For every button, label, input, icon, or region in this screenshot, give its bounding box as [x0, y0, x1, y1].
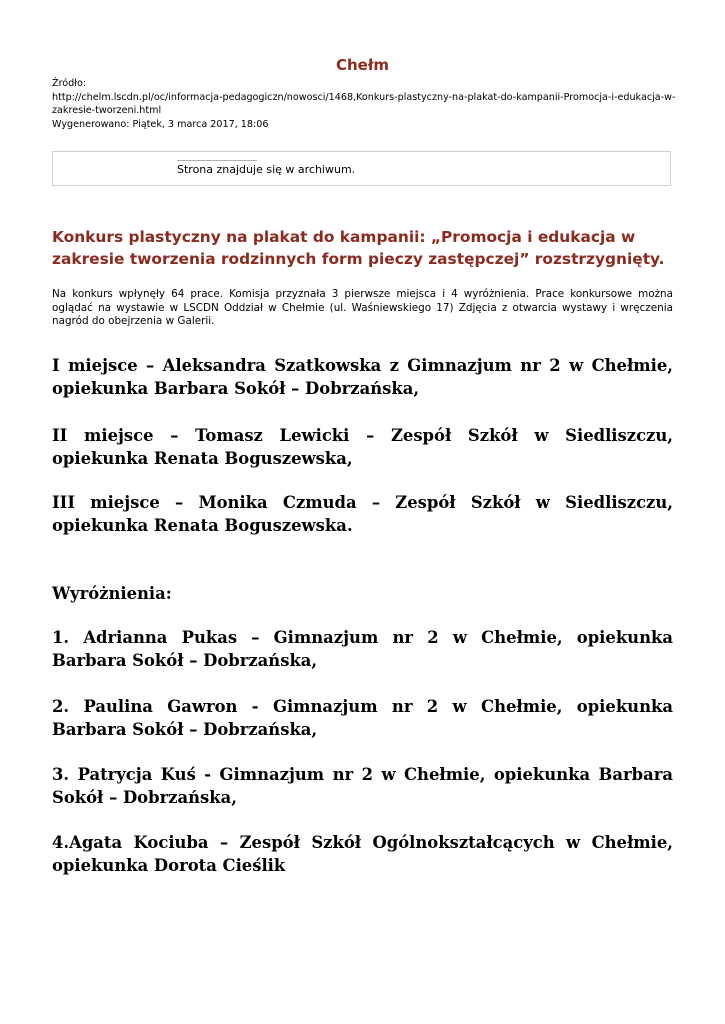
place-third: III miejsce – Monika Czmuda – Zespół Szkół w Siedliszczu, opiekunka Renata Boguszewska. [52, 493, 673, 535]
distinctions-heading: Wyróżnienia: [52, 584, 172, 603]
document-meta [52, 77, 677, 131]
place-second: II miejsce – Tomasz Lewicki – Zespół Szkół w Siedliszczu, opiekunka Renata Boguszewska, [52, 426, 673, 468]
distinction-4: 4.Agata Kociuba – Zespół Szkół Ogólnokształcących w Chełmie, opiekunka Dorota Cieślik [52, 833, 673, 875]
place-first: I miejsce – Aleksandra Szatkowska z Gimnazjum nr 2 w Chełmie, opiekunka Barbara Sokół – Dobrzańska, [52, 356, 673, 398]
site-title: Chełm [335, 56, 390, 74]
article-intro: Na konkurs wpłynęły 64 prace. Komisja przyznała 3 pierwsze miejsca i 4 wyróżnienia. Prace konkursowe można oglądać na wystawie w LSCDN Oddział w Chełmie (ul. Waśniewskiego 17) Zdjęcia z otwarcia wystawy i wręczenia nagród do obejrzenia w Galerii. [52, 288, 673, 328]
archive-notice: Strona znajduje się w archiwum. [177, 163, 356, 176]
distinction-3: 3. Patrycja Kuś - Gimnazjum nr 2 w Chełmie, opiekunka Barbara Sokół – Dobrzańska, [52, 765, 673, 807]
distinction-2: 2. Paulina Gawron - Gimnazjum nr 2 w Chełmie, opiekunka Barbara Sokół – Dobrzańska, [52, 697, 673, 739]
generated-date: Wygenerowano: Piątek, 3 marca 2017, 18:06 [52, 118, 269, 130]
source-url: http://chelm.lscdn.pl/oc/informacja-pedagogiczn/nowosci/1468,Konkurs-plastyczny-na-plakat-do-kampanii-Promocja-i-edukacja-w-zakresie-tworzeni.html [52, 91, 676, 117]
distinction-1: 1. Adrianna Pukas – Gimnazjum nr 2 w Chełmie, opiekunka Barbara Sokół – Dobrzańska, [52, 628, 673, 670]
article-title: Konkurs plastyczny na plakat do kampanii: „Promocja i edukacja w zakresie tworzenia rodzinnych form pieczy zastępczej” rozstrzygnięty. [52, 228, 665, 268]
source-label: Źródło: [52, 78, 87, 89]
archive-divider [177, 160, 257, 161]
archive-notice-box [52, 151, 671, 186]
